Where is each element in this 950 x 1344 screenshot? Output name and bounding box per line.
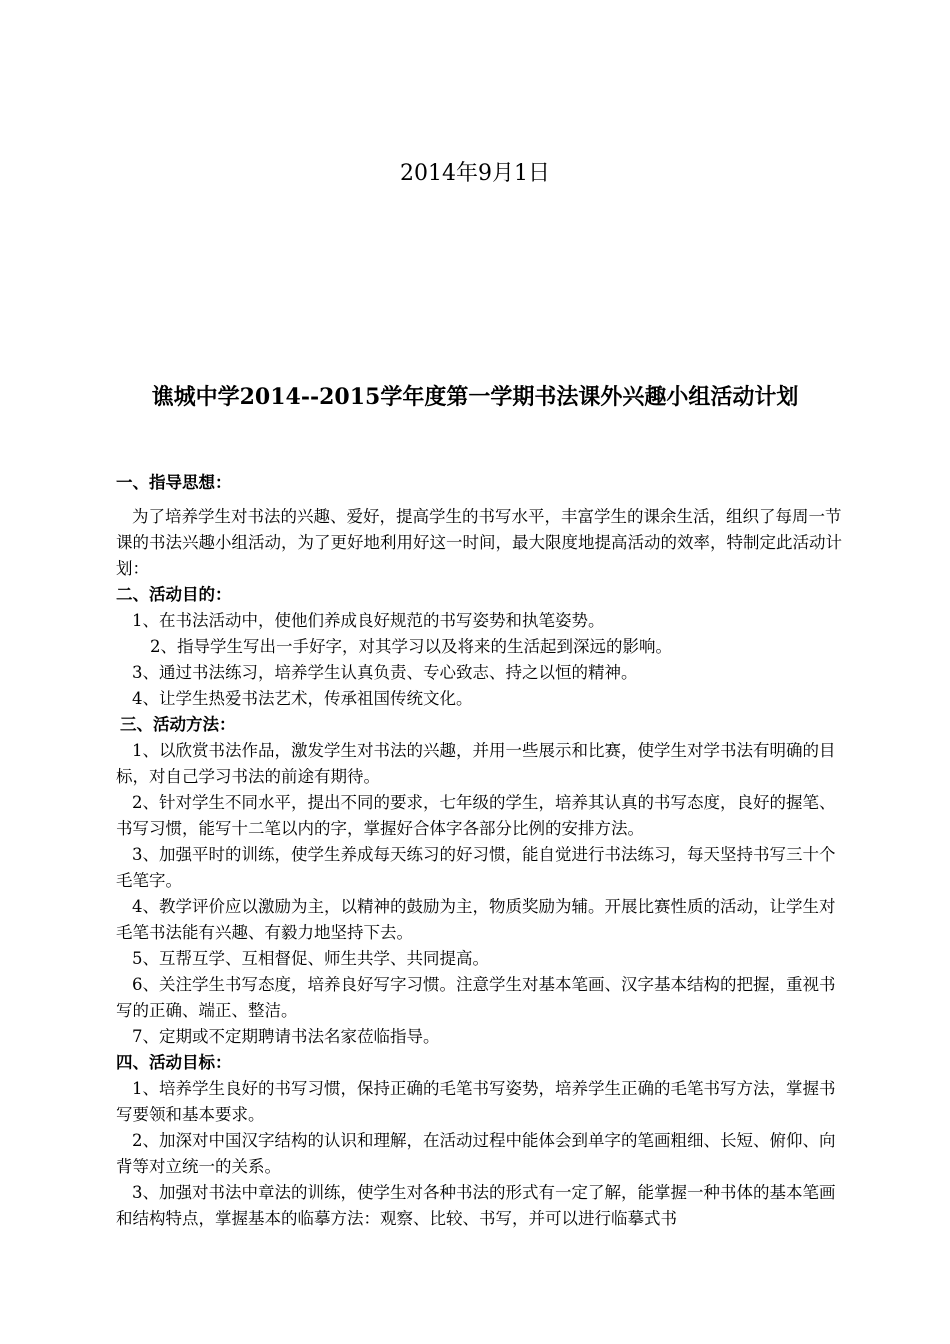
section-heading-method: 三、活动方法： (120, 715, 236, 734)
paragraph: 7、定期或不定期聘请书法名家莅临指导。 (132, 1027, 440, 1046)
document-title: 谯城中学2014--2015学年度第一学期书法课外兴趣小组活动计划 (151, 384, 799, 410)
section-heading-guiding-thought: 一、指导思想： (116, 473, 232, 492)
paragraph: 1、在书法活动中，使他们养成良好规范的书写姿势和执笔姿势。 (132, 611, 605, 630)
paragraph: 1、培养学生良好的书写习惯，保持正确的毛笔书写姿势，培养学生正确的毛笔书写方法，掌握书写要领和基本要求。 (116, 1079, 836, 1124)
paragraph: 2、针对学生不同水平，提出不同的要求，七年级的学生，培养其认真的书写态度，良好的握笔、书写习惯，能写十二笔以内的字，掌握好合体字各部分比例的安排方法。 (116, 793, 836, 838)
document-body (116, 470, 850, 1232)
paragraph: 2、指导学生写出一手好字，对其学习以及将来的生活起到深远的影响。 (150, 637, 672, 656)
paragraph: 5、互帮互学、互相督促、师生共学、共同提高。 (132, 949, 489, 968)
paragraph: 6、关注学生书写态度，培养良好写字习惯。注意学生对基本笔画、汉字基本结构的把握，重视书写的正确、端正、整洁。 (116, 975, 836, 1020)
section-heading-purpose: 二、活动目的： (116, 585, 232, 604)
paragraph: 3、加强对书法中章法的训练，使学生对各种书法的形式有一定了解，能掌握一种书体的基本笔画和结构特点，掌握基本的临摹方法：观察、比较、书写，并可以进行临摹式书 (116, 1183, 836, 1228)
paragraph: 4、教学评价应以激励为主，以精神的鼓励为主，物质奖励为辅。开展比赛性质的活动，让学生对毛笔书法能有兴趣、有毅力地坚持下去。 (116, 897, 836, 942)
section-heading-goals: 四、活动目标： (116, 1053, 232, 1072)
paragraph: 3、加强平时的训练，使学生养成每天练习的好习惯，能自觉进行书法练习，每天坚持书写三十个毛笔字。 (116, 845, 836, 890)
paragraph: 2、加深对中国汉字结构的认识和理解，在活动过程中能体会到单字的笔画粗细、长短、俯仰、向背等对立统一的关系。 (116, 1131, 836, 1176)
paragraph: 4、让学生热爱书法艺术，传承祖国传统文化。 (132, 689, 473, 708)
paragraph: 3、通过书法练习，培养学生认真负责、专心致志、持之以恒的精神。 (132, 663, 638, 682)
document-date: 2014年9月1日 (400, 161, 550, 186)
paragraph: 1、以欣赏书法作品，激发学生对书法的兴趣，并用一些展示和比赛，使学生对学书法有明确的目标，对自己学习书法的前途有期待。 (116, 741, 836, 786)
paragraph: 为了培养学生对书法的兴趣、爱好，提高学生的书写水平，丰富学生的课余生活，组织了每周一节课的书法兴趣小组活动，为了更好地利用好这一时间，最大限度地提高活动的效率，特制定此活动计划： (116, 507, 842, 578)
